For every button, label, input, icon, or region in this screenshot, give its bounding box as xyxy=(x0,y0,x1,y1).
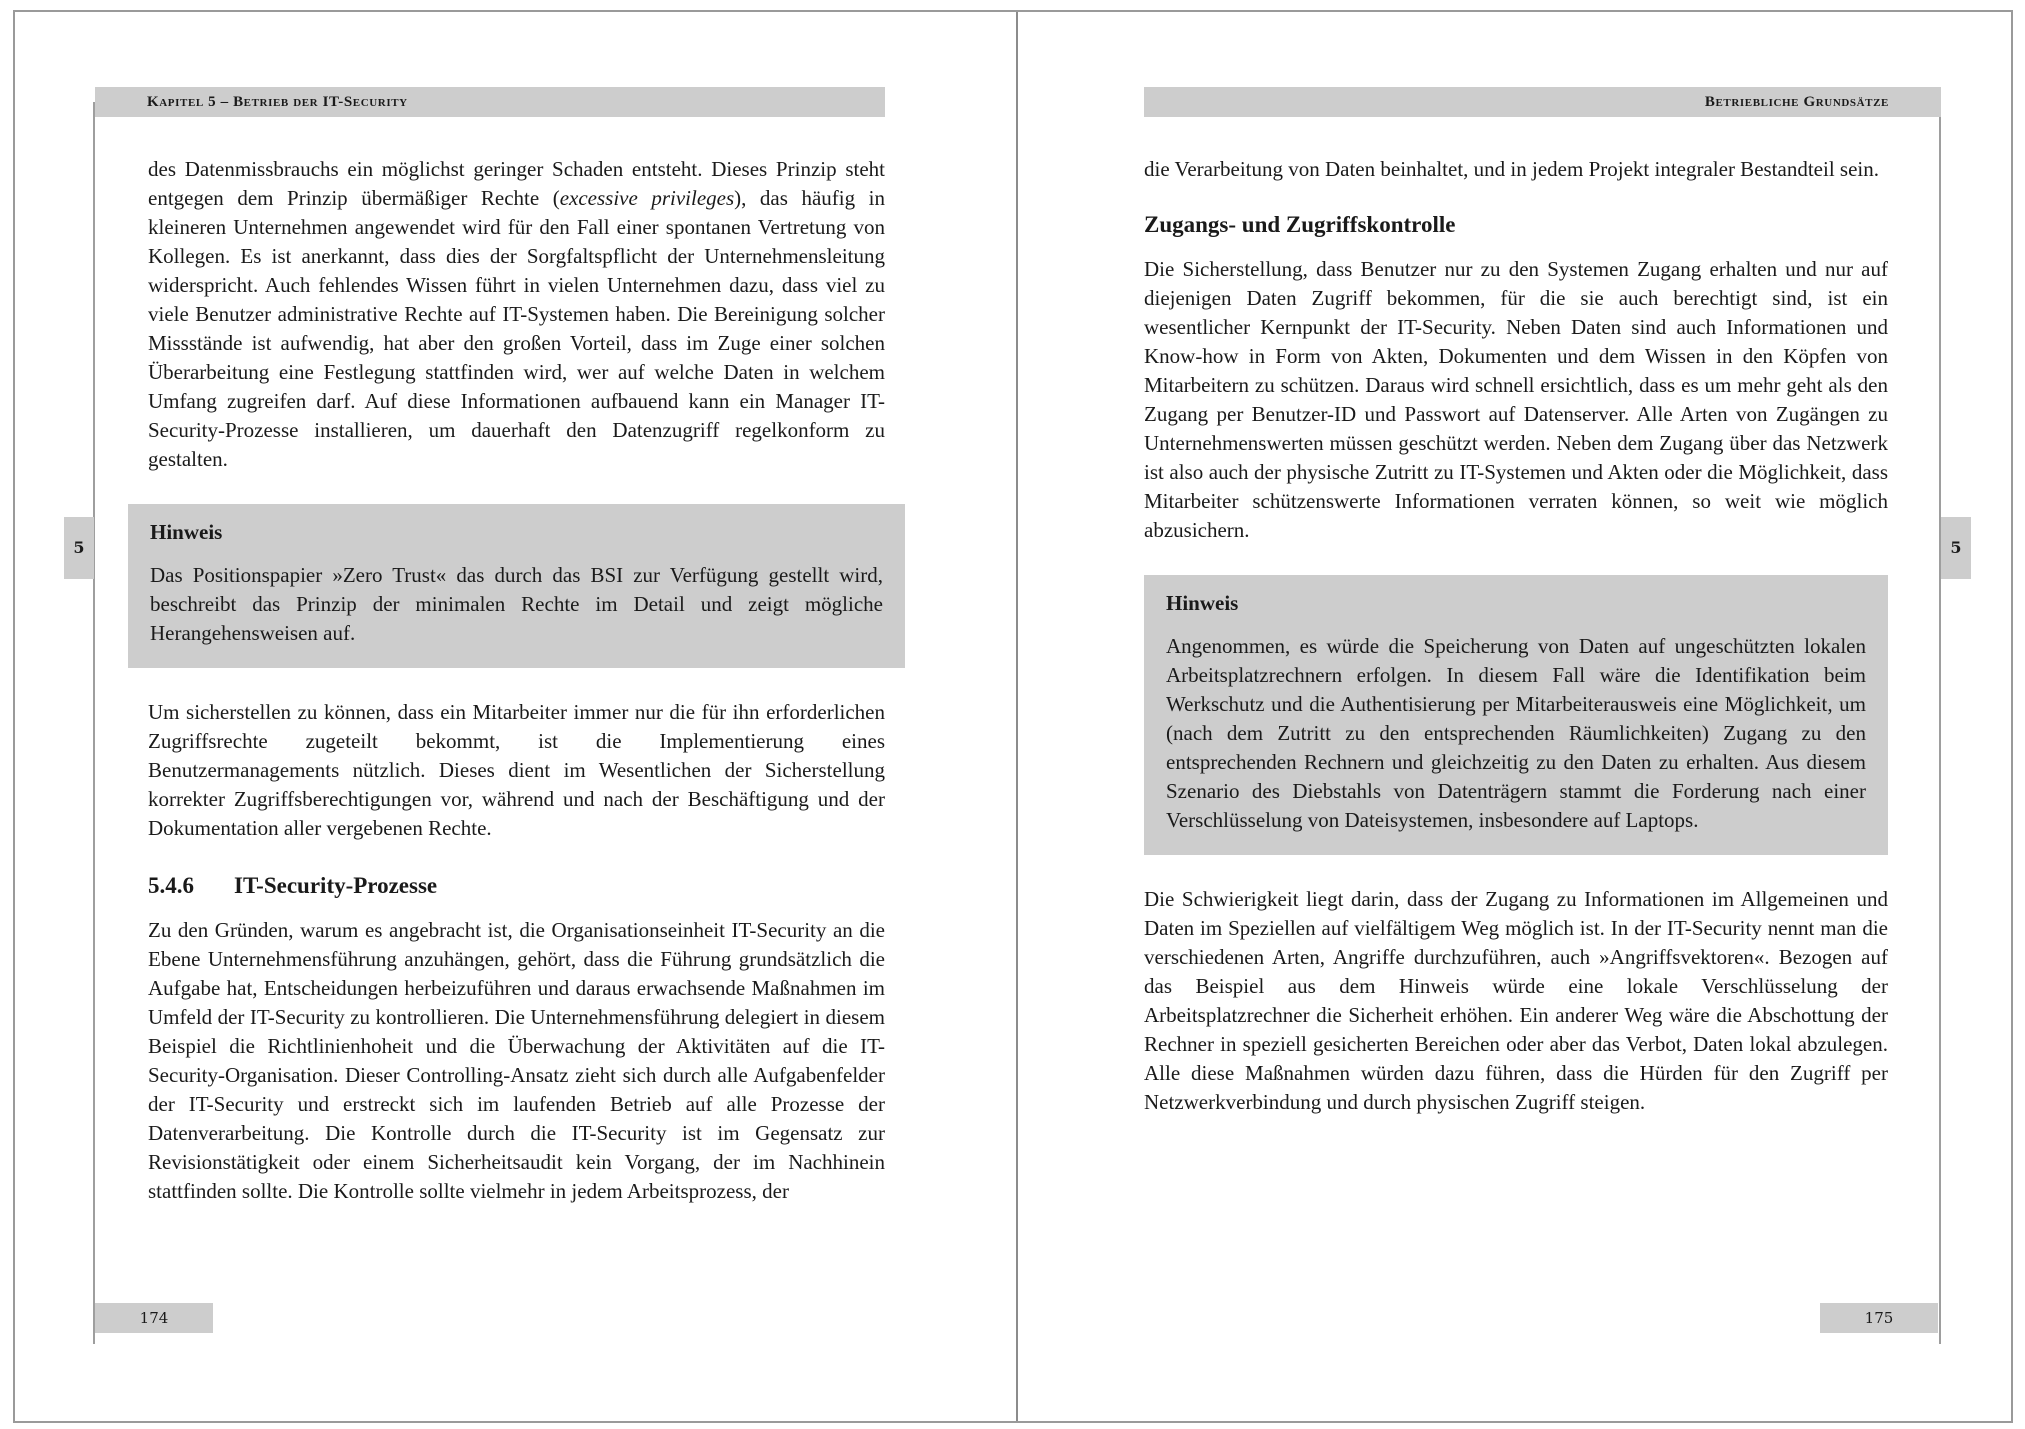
paragraph: Um sicherstellen zu können, dass ein Mitarbeiter immer nur die für ihn erforderlichen Zugriffsrechte zugeteilt bekommt, ist die Implementierung eines Benutzermanagements nützlich. Dieses dient im Wesentlichen der Sicherstellung korrekter Zugriffsberechtigungen vor, während und nach der Beschäftigung und der Dokumentation aller vergebenen Rechte. xyxy=(148,700,885,840)
hint-title: Hinweis xyxy=(1166,591,1239,615)
section-number: 5.4.6 xyxy=(148,873,194,898)
hint-box xyxy=(128,504,905,668)
section-heading xyxy=(148,871,885,900)
paragraph: Die Sicherstellung, dass Benutzer nur zu den Systemen Zugang erhalten und nur auf diejenigen Daten Zugriff bekommen, für die sie auch berechtigt sind, ist ein wesentlicher Kernpunkt der IT-Security. Neben Daten sind auch Informationen und Know-how in Form von Akten, Dokumenten und dem Wissen in den Köpfen von Mitarbeitern zu schützen. Daraus wird schnell ersichtlich, dass es um mehr geht als den Zugang per Benutzer-ID und Passwort auf Datenserver. Alle Arten von Zugängen zu Unternehmenswerten müssen geschützt werden. Neben dem Zugang über das Netzwerk ist also auch der physische Zutritt zu IT-Systemen und Akten oder die Möglichkeit, dass Mitarbeiter schützenswerte Informationen verraten können, so weit wie möglich abzusichern. xyxy=(1144,257,1888,542)
paragraph: des Datenmissbrauchs ein möglichst geringer Schaden entsteht. Dieses Prinzip steht entgegen dem Prinzip übermäßiger Rechte (excessive privileges), das häufig in kleineren Unternehmen angewendet wird für den Fall einer spontanen Vertretung von Kollegen. Es ist anerkannt, dass dies der Sorgfaltspflicht der Unternehmensleitung widerspricht. Auch fehlendes Wissen führt in vielen Unternehmen dazu, dass viel zu viele Benutzer administrative Rechte auf IT-Systemen haben. Die Bereinigung solcher Missstände ist aufwendig, hat aber den großen Vorteil, dass im Zuge einer solchen Überarbeitung eine Festlegung stattfinden wird, wer auf welche Daten in welchem Umfang zugreifen darf. Auf diese Informationen aufbauend kann ein Manager IT-Security-Prozesse installieren, um dauerhaft den Datenzugriff regelkonform zu gestalten. xyxy=(148,157,885,471)
right-margin-rule xyxy=(1939,102,1941,1344)
page-number-right: 175 xyxy=(1820,1303,1938,1333)
chapter-tab-right: 5 xyxy=(1941,517,1971,579)
hint-box xyxy=(1144,575,1888,855)
left-margin-rule xyxy=(93,102,95,1344)
section-title: IT-Security-Prozesse xyxy=(234,873,438,898)
book-spread xyxy=(13,10,2013,1423)
page-number-left: 174 xyxy=(95,1303,213,1333)
hint-text: Das Positionspapier »Zero Trust« das durch das BSI zur Verfügung gestellt wird, beschreibt das Prinzip der minimalen Rechte im Detail und zeigt mögliche Herangehensweisen auf. xyxy=(150,563,883,645)
hint-title: Hinweis xyxy=(150,520,223,544)
italic-term: excessive privileges xyxy=(559,186,735,210)
left-page xyxy=(15,12,1018,1421)
paragraph: die Verarbeitung von Daten beinhaltet, und in jedem Projekt integraler Bestandteil sein. xyxy=(1144,157,1879,181)
running-header-right: Betriebliche Grundsätze xyxy=(1144,87,1941,117)
right-page xyxy=(1018,12,2013,1421)
chapter-tab-left: 5 xyxy=(64,517,94,579)
running-header-left: Kapitel 5 – Betrieb der IT-Security xyxy=(95,87,885,117)
hint-text: Angenommen, es würde die Speicherung von Daten auf ungeschützten lokalen Arbeitsplatzrechnern erfolgen. In diesem Fall wäre die Identifikation beim Werkschutz und die Authentisierung per Mitarbeiterausweis eine Möglichkeit, um (nach dem Zutritt zu den entsprechenden Räumlichkeiten) Zugang zu den entsprechenden Rechnern und gleichzeitig zu den Daten zu erhalten. Aus diesem Szenario des Diebstahls von Datenträgern stammt die Forderung nach einer Verschlüsselung von Dateisystemen, insbesondere auf Laptops. xyxy=(1166,634,1866,832)
left-page-body xyxy=(148,155,885,1206)
paragraph: Die Schwierigkeit liegt darin, dass der Zugang zu Informationen im Allgemeinen und Daten im Speziellen auf vielfältigem Weg möglich ist. In der IT-Security nennt man die verschiedenen Arten, Angriffe durchzuführen, auch »Angriffsvektoren«. Bezogen auf das Beispiel aus dem Hinweis würde eine lokale Verschlüsselung der Arbeitsplatzrechner die Sicherheit erhöhen. Ein anderer Weg wäre die Abschottung der Rechner in speziell gesicherten Bereichen oder aber das Verbot, Daten lokal abzulegen. Alle diese Maßnahmen würden dazu führen, dass die Hürden für den Zugriff per Netzwerkverbindung und durch physischen Zugriff steigen. xyxy=(1144,887,1888,1114)
paragraph: Zu den Gründen, warum es angebracht ist, die Organisationseinheit IT-Security an die Ebene Unternehmensführung anzuhängen, gehört, dass die Führung grundsätzlich die Aufgabe hat, Entscheidungen herbeizuführen und daraus erwachsende Maßnahmen im Umfeld der IT-Security zu kontrollieren. Die Unternehmensführung delegiert in diesem Beispiel die Richtlinienhoheit und die Überwachung der Aktivitäten auf die IT-Security-Organisation. Dieser Controlling-Ansatz zieht sich durch alle Aufgabenfelder der IT-Security und erstreckt sich im laufenden Betrieb auf alle Prozesse der Datenverarbeitung. Die Kontrolle durch die IT-Security ist im Gegensatz zur Revisionstätigkeit oder einem Sicherheitsaudit kein Vorgang, der im Nachhinein stattfinden sollte. Die Kontrolle sollte vielmehr in jedem Arbeitsprozess, der xyxy=(148,918,885,1203)
right-page-body xyxy=(1144,155,1888,1117)
section-heading: Zugangs- und Zugriffskontrolle xyxy=(1144,212,1456,237)
